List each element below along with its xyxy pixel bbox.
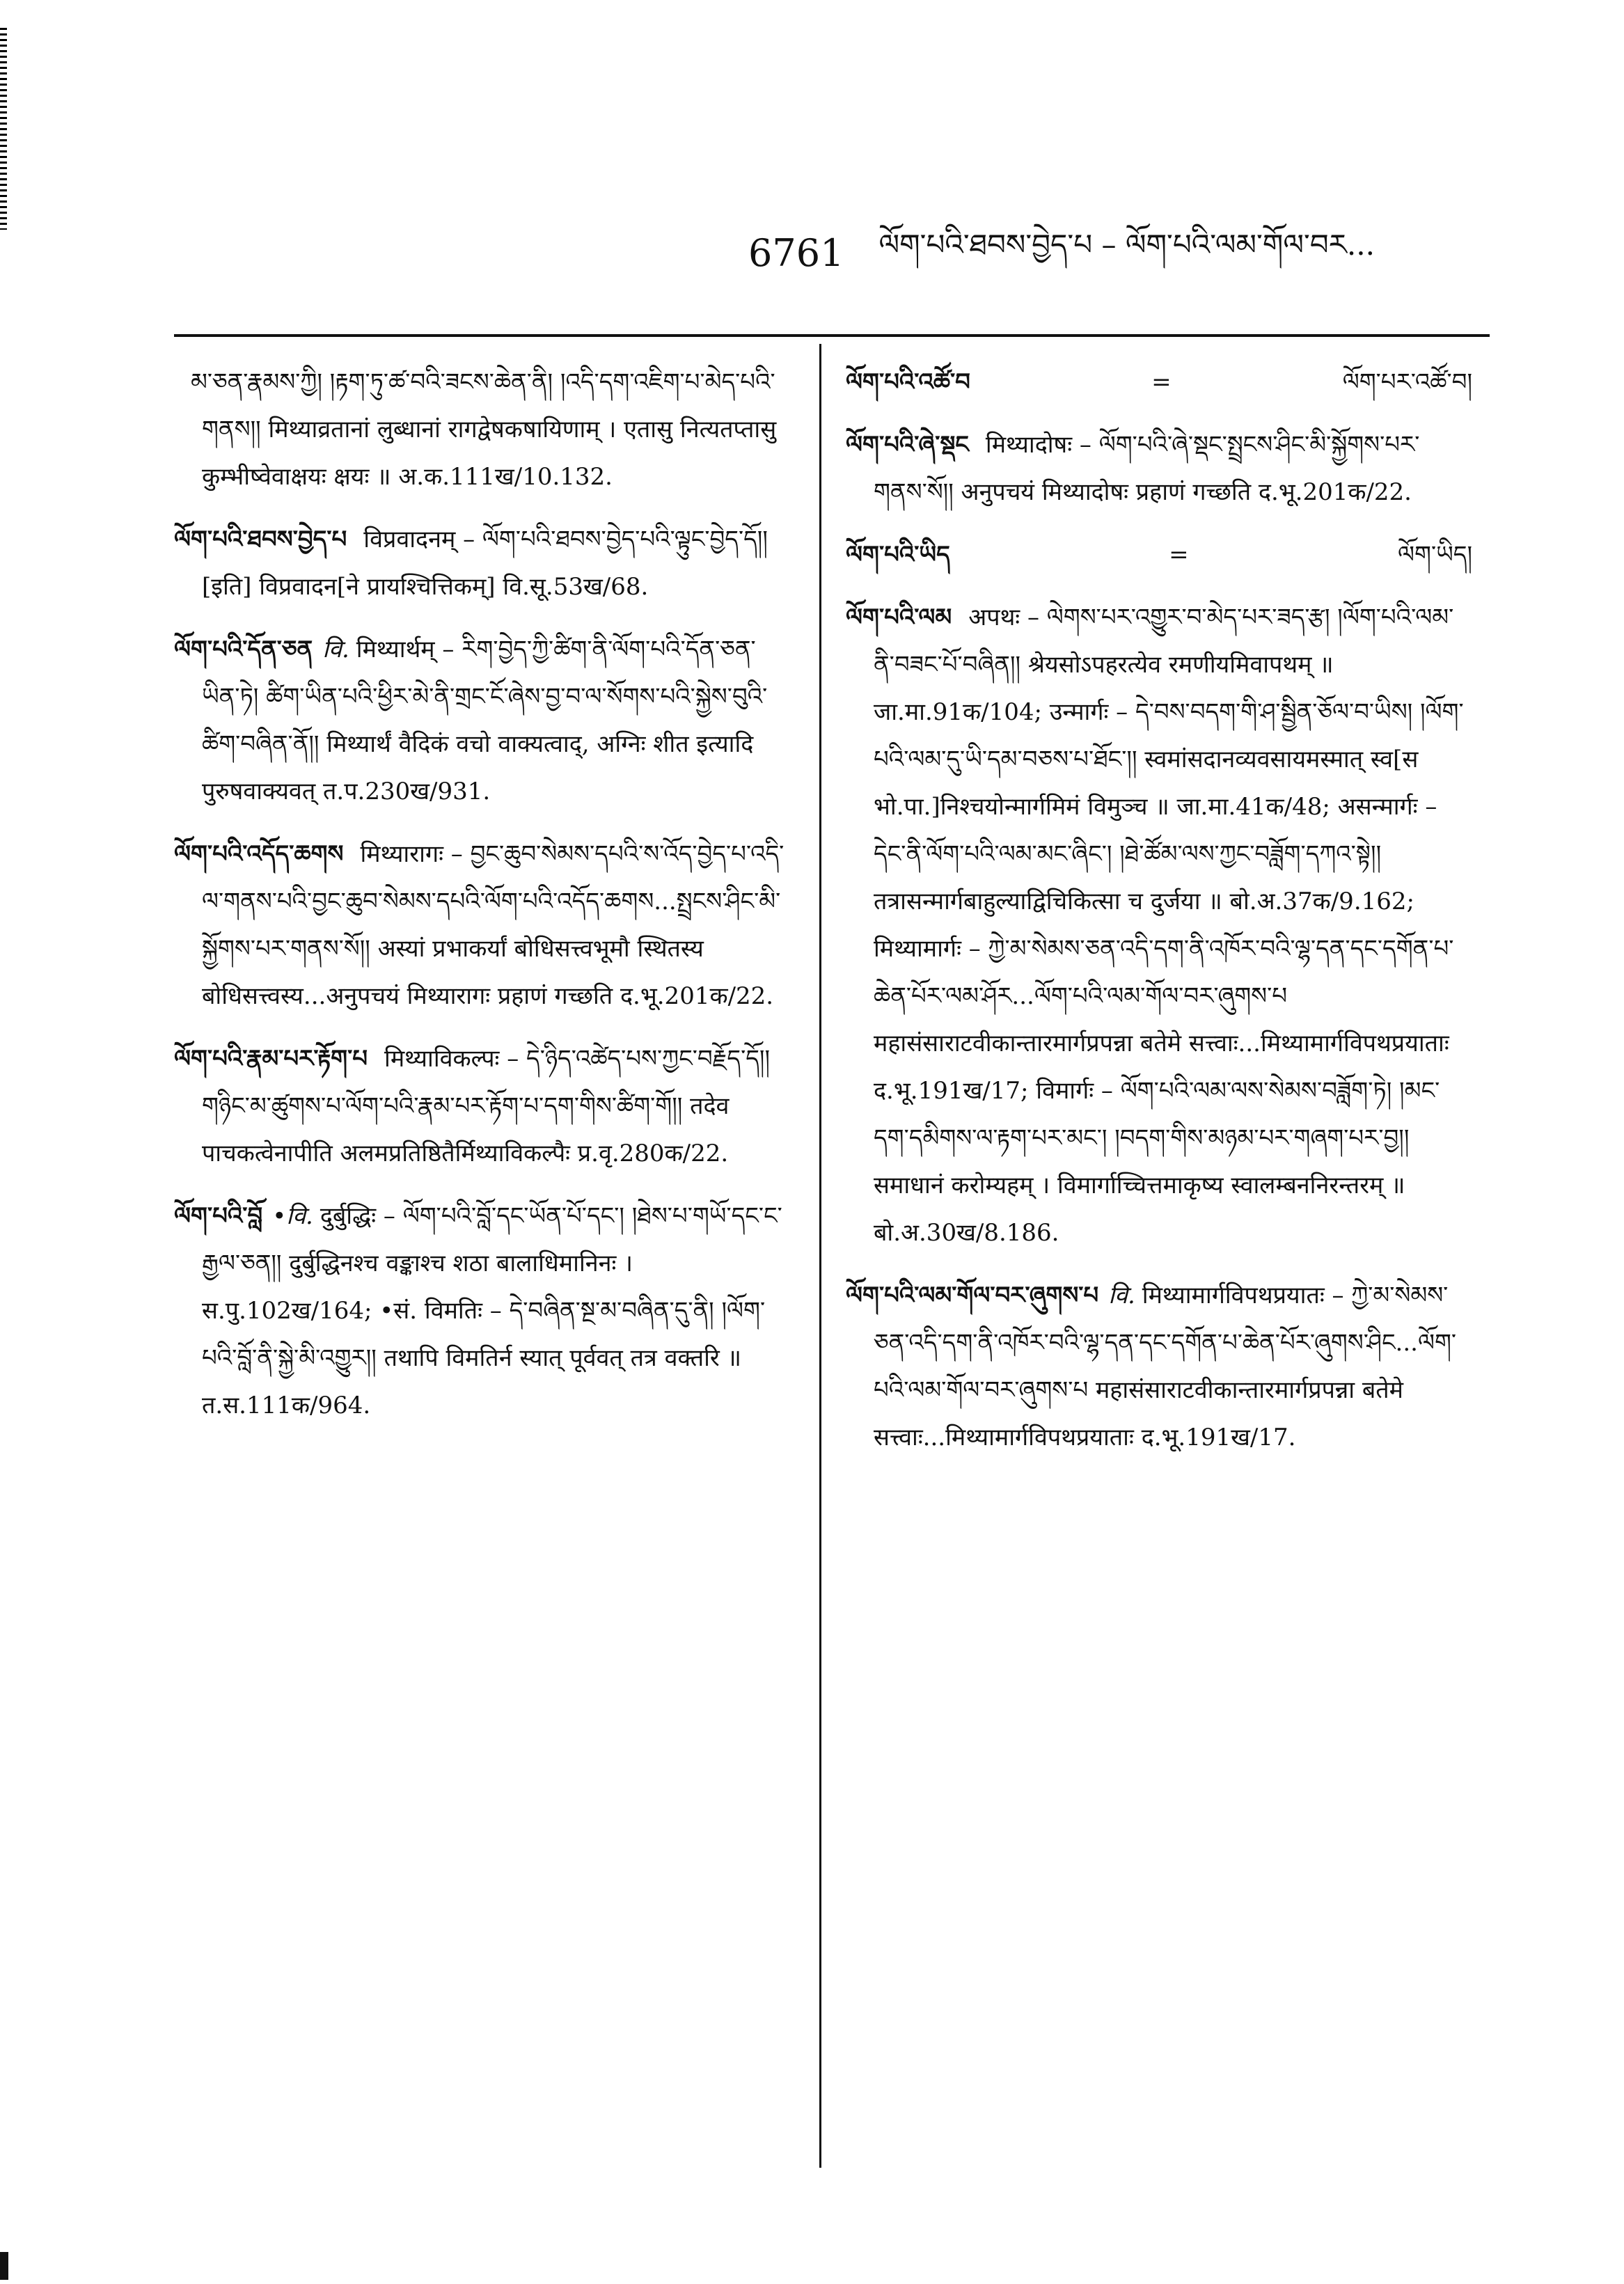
entry-headword: ལོག་པའི་རྣམ་པར་རྟོག་པ <box>174 1045 368 1073</box>
dictionary-entry <box>174 359 787 501</box>
header-rule <box>174 334 1490 337</box>
running-head: ལོག་པའི་ཐབས་བྱེད་པ – ལོག་པའི་ལམ་གོལ་བར... <box>878 227 1375 262</box>
entry-headword: ལོག་པའི་འདོད་ཆགས <box>174 840 344 868</box>
entry-body: मिथ्यादोषः – ལོག་པའི་ཞེ་སྡང་སྤྲངས་ཤིང་མི་སྐྱོགས་པར་གནས་སོ།། अनुपचयं मिथ्यादोषः प्रहाणं गच्छति द.भू.201क/22. <box>874 431 1420 506</box>
scan-edge-mark <box>0 28 7 230</box>
entry-headword: ལོག་པའི་ཡིད <box>846 541 950 569</box>
entry-body: मिथ्यारागः – བྱང་ཆུབ་སེམས་དཔའི་ས་འོད་བྱེད་པ་འདི་ལ་གནས་པའི་བྱང་ཆུབ་སེམས་དཔའི་ལོག་པའི་འདོད་ཆགས...སྤྲངས་ཤིང་མི་སྐྱོགས་པར་གནས་སོ།། अस्यां प्रभाकर्यां बोधिसत्त्वभूमौ स्थितस्य बोधिसत्त्वस्य...अनुपचयं मिथ्यारागः प्रहाणं गच्छति द.भू.201क/22. <box>202 840 785 1010</box>
dictionary-entry <box>846 1272 1472 1461</box>
entry-grammar: वि. <box>1108 1282 1135 1309</box>
entry-body: मिथ्याविकल्पः – དེ་ཉིད་འཚེད་པས་ཀྱང་བརྗོད་དོ།། གཉིང་མ་ཚུགས་པ་ལོག་པའི་རྣམ་པར་རྟོག་པ་དག་གིས་ཚིག་གོ།། तदेव पाचकत्वेनापीति अलमप्रतिष्ठितैर्मिथ्याविकल्पैः प्र.वृ.280क/22. <box>202 1045 771 1167</box>
entry-headword: ལོག་པའི་ལམ <box>846 604 952 631</box>
dictionary-entry <box>174 1192 787 1429</box>
cross-reference-target: ལོག་པར་འཚོ་བ། <box>1342 368 1472 396</box>
entry-body: विप्रवादनम् – ལོག་པའི་ཐབས་བྱེད་པའི་ལྟུང་བྱེད་དོ།། [इति] विप्रवादन[ने प्रायश्चित्तिकम्] वि.सू.53ख/68. <box>202 526 768 601</box>
right-column <box>846 359 1472 2168</box>
scan-bottom-mark <box>0 2252 8 2280</box>
cross-reference-sign: = <box>1169 541 1189 569</box>
page-number: 6761 <box>748 230 844 275</box>
entry-body: मिथ्यामार्गविपथप्रयातः – ཀྱེ་མ་སེམས་ཅན་འདི་དག་ནི་འཁོར་བའི་ལྷ་དན་དང་དགོན་པ་ཆེན་པོར་ཞུགས་ཤིང...ལོག་པའི་ལམ་གོལ་བར་ཞུགས་པ महासंसाराटवीकान्तारमार्गप्रपन्ना बतेमे सत्त्वाः...मिथ्यामार्गविपथप्रयाताः द.भू.191ख/17. <box>874 1282 1457 1451</box>
entry-body: मिथ्यार्थम् – རིག་བྱེད་ཀྱི་ཚིག་ནི་ལོག་པའི་དོན་ཅན་ཡིན་ཏེ། ཚིག་ཡིན་པའི་ཕྱིར་མེ་ནི་གྲང་ངོ་ཞེས་བྱ་བ་ལ་སོགས་པའི་སྐྱེས་བུའི་ཚིག་བཞིན་ནོ།། मिथ्यार्थं वैदिकं वचो वाक्यत्वाद्, अग्निः शीत इत्यादि पुरुषवाक्यवत् त.प.230ख/931. <box>202 636 768 805</box>
dictionary-entry <box>174 830 787 1020</box>
entry-headword: ལོག་པའི་ཞེ་སྡང <box>846 431 969 459</box>
entry-grammar: वि. <box>322 636 349 663</box>
page-header <box>748 221 1486 284</box>
entry-grammar: •वि. <box>272 1202 313 1230</box>
cross-reference-target: ལོག་ཡིད། <box>1398 541 1472 569</box>
entry-headword: ལོག་པའི་ལམ་གོལ་བར་ཞུགས་པ <box>846 1282 1099 1309</box>
dictionary-entry <box>174 516 787 611</box>
entry-headword: ལོག་པའི་དོན་ཅན <box>174 636 313 663</box>
left-column <box>174 359 787 2168</box>
cross-reference-sign: = <box>1151 368 1172 396</box>
entry-headword: ལོག་པའི་ཐབས་བྱེད་པ <box>174 526 347 553</box>
dictionary-entry <box>846 594 1472 1257</box>
entry-headword: ལོག་པའི་བློ <box>174 1202 263 1230</box>
cross-reference <box>846 359 1472 406</box>
column-divider <box>819 344 821 2168</box>
dictionary-entry <box>174 1035 787 1177</box>
dictionary-entry <box>174 626 787 815</box>
entry-headword: ལོག་པའི་འཚོ་བ <box>846 368 970 396</box>
entry-body: མ་ཅན་རྣམས་ཀྱི། །རྟག་ཏུ་ཚ་བའི་ཟངས་ཆེན་ནི། །འདི་དག་འཇིག་པ་མེད་པའི་གནས།། मिथ्याव्रतानां लुब्धानां रागद्वेषकषायिणाम् । एतासु नित्यतप्तासु कुम्भीष्वेवाक्षयः क्षयः ॥ अ.क.111ख/10.132. <box>191 368 777 491</box>
cross-reference <box>846 531 1472 578</box>
entry-body: दुर्बुद्धिः – ལོག་པའི་བློ་དང་ཡོན་པོ་དང་། །ཐེས་པ་གཡོ་དང་ང་རྒྱལ་ཅན།། दुर्बुद्धिनश्च वङ्काश्च शठा बालाधिमानिनः । स.पु.102ख/164; •सं. विमतिः – དེ་བཞིན་སྔ་མ་བཞིན་དུ་ནི། །ལོག་པའི་བློ་ནི་སྐྱེ་མི་འགྱུར།། तथापि विमतिर्न स्यात् पूर्ववत् तत्र वक्तरि ॥ त.स.111क/964. <box>202 1202 782 1419</box>
dictionary-entry <box>846 421 1472 516</box>
entry-body: अपथः – ལེགས་པར་འགྱུར་བ་མེད་པར་ཟད་རྩ། །ལོག་པའི་ལམ་ནི་བཟང་པོ་བཞིན།། श्रेयसोऽपहरत्येव रमणीयमिवापथम् ॥ जा.मा.91क/104; उन्मार्गः – དེ་བས་བདག་གི་ཤ་སྦྱིན་ཅོལ་བ་ཡིས། །ལོག་པའི་ལམ་དུ་ཡི་དམ་བཅས་པ་ཐོང་།། स्वमांसदानव्यवसायमस्मात् स्व[स भो.पा.]निश्चयोन्मार्गमिमं विमुञ्च ॥ जा.मा.41क/48; असन्मार्गः – དེང་ནི་ལོག་པའི་ལམ་མང་ཞིང་། །ཐེ་ཚོམ་ལས་ཀྱང་བཟློག་དཀའ་སྟེ།། तत्रासन्मार्गबाहुल्याद्विचिकित्सा च दुर्जया ॥ बो.अ.37क/9.162; मिथ्यामार्गः – ཀྱེ་མ་སེམས་ཅན་འདི་དག་ནི་འཁོར་བའི་ལྷ་དན་དང་དགོན་པ་ཆེན་པོར་ལམ་ཤོར...ལོག་པའི་ལམ་གོལ་བར་ཞུགས་པ महासंसाराटवीकान्तारमार्गप्रपन्ना बतेमे सत्त्वाः...मिथ्यामार्गविपथप्रयाताः द.भू.191ख/17; विमार्गः – ལོག་པའི་ལམ་ལས་སེམས་བཟློག་ཏེ། །མང་དག་དམིགས་ལ་རྟག་པར་མང་། །བདག་གིས་མཉམ་པར་གཞག་པར་བྱ།། समाधानं करोम्यहम् । विमार्गाच्चित्तमाकृष्य स्वालम्बननिरन्तरम् ॥ बो.अ.30ख/8.186. <box>874 604 1464 1247</box>
